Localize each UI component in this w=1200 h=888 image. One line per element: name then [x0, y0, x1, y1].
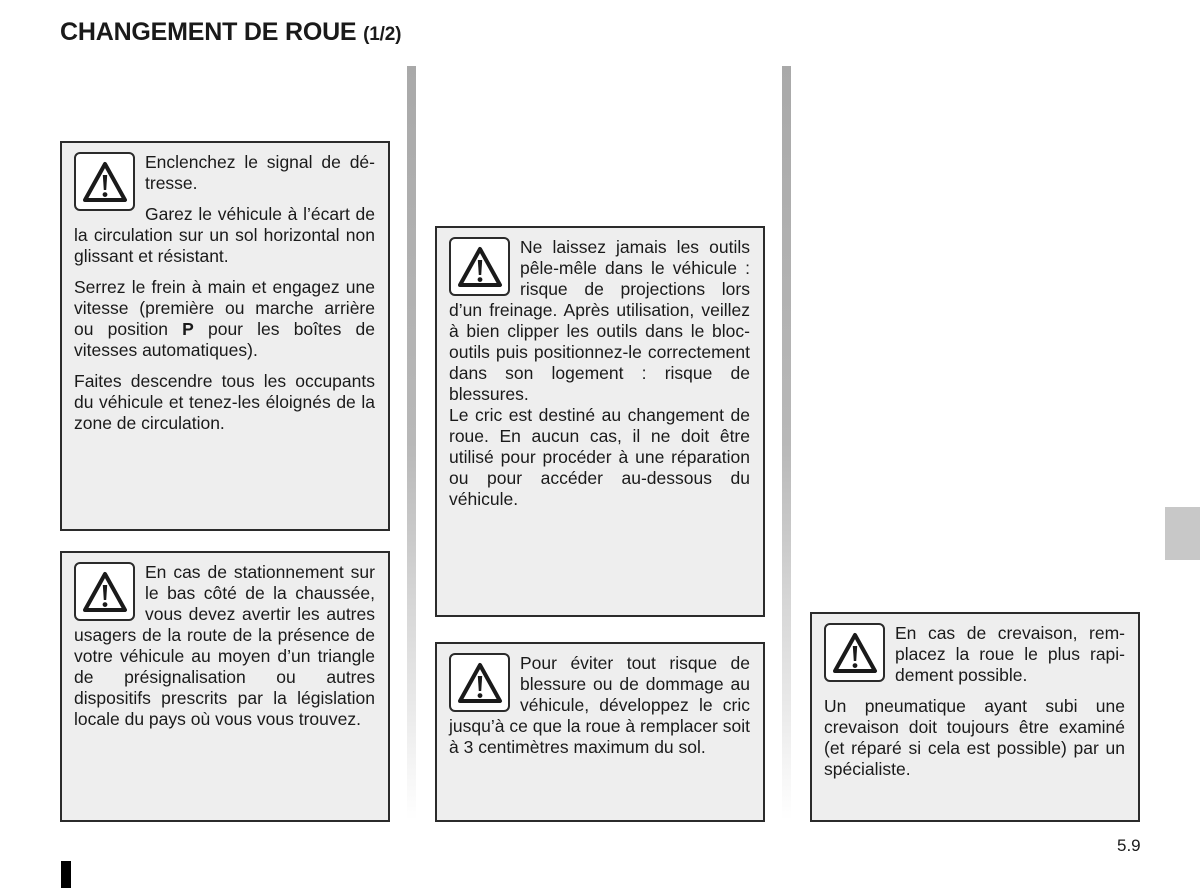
column-rule-left: [407, 66, 416, 820]
occupants-text: Faites descendre tous les occupants du véhicule et tenez-les éloignés de la zone de circulation.: [74, 371, 375, 433]
warning-triangle-icon: [449, 237, 510, 296]
crop-mark: [61, 861, 71, 888]
column-rule-right: [782, 66, 791, 820]
warning-triangle-icon: [74, 562, 135, 621]
page-number: 5.9: [1117, 836, 1141, 855]
chapter-thumb-tab: [1165, 507, 1200, 560]
handbrake-text: [74, 277, 375, 361]
page-title-text: CHANGEMENT DE ROUE: [60, 18, 357, 46]
page-title: [60, 18, 401, 47]
page-title-suffix: (1/2): [363, 24, 402, 45]
warning-box-hazard-lights: [60, 141, 390, 531]
handbrake-text-end: pour les boîtes de vitesses automatiques).: [74, 319, 376, 360]
warning-box-puncture: [810, 612, 1140, 822]
puncture-inspect-text: Un pneumatique ayant subi une crevaison doit toujours être examiné (et réparé si cela est possible) par un spécialiste.: [824, 696, 1125, 779]
handbrake-text-start: Serrez le frein à main et engagez une vitesse (première ou marche arrière ou position: [74, 277, 375, 339]
warning-triangle-icon: [824, 623, 885, 682]
park-aside-text: Garez le véhicule à l’écart de la circulation sur un sol horizontal non glissant et résistant.: [74, 204, 375, 266]
warning-triangle-icon: [74, 152, 135, 211]
warning-box-jack-height: [435, 642, 765, 822]
puncture-replace-text: En cas de crevaison, remplacez la roue le plus rapidement possible.: [895, 623, 1125, 685]
jack-purpose-text: Le cric est destiné au changement de roue. En aucun cas, il ne doit être utilisé pour procéder à une réparation ou pour accéder au-dessous du véhicule.: [449, 405, 750, 509]
warning-box-tools: [435, 226, 765, 617]
hazard-signal-text: Enclenchez le signal de détresse.: [145, 152, 375, 193]
warning-box-roadside-parking: [60, 551, 390, 822]
tools-storage-text: Ne laissez jamais les outils pêle-mêle dans le véhicule : risque de projections lors d’un freinage. Après utilisation, veillez à bien clipper les outils dans le bloc-outils puis positionnez-le correctement dans son logement : risque de blessures.: [449, 237, 750, 404]
warning-triangle-icon: [449, 653, 510, 712]
jack-height-text: Pour éviter tout risque de blessure ou de dommage au véhicule, développez le cric jusqu’à ce que la roue à remplacer soit à 3 centimètres maximum du sol.: [449, 653, 750, 757]
handbrake-text-position: P: [182, 319, 194, 339]
roadside-parking-text: En cas de stationnement sur le bas côté de la chaussée, vous devez avertir les autres usagers de la route de la présence de votre véhicule au moyen d’un triangle de présignalisation ou autres dispositifs prescrits par la législation locale du pays où vous vous trouvez.: [74, 562, 375, 729]
